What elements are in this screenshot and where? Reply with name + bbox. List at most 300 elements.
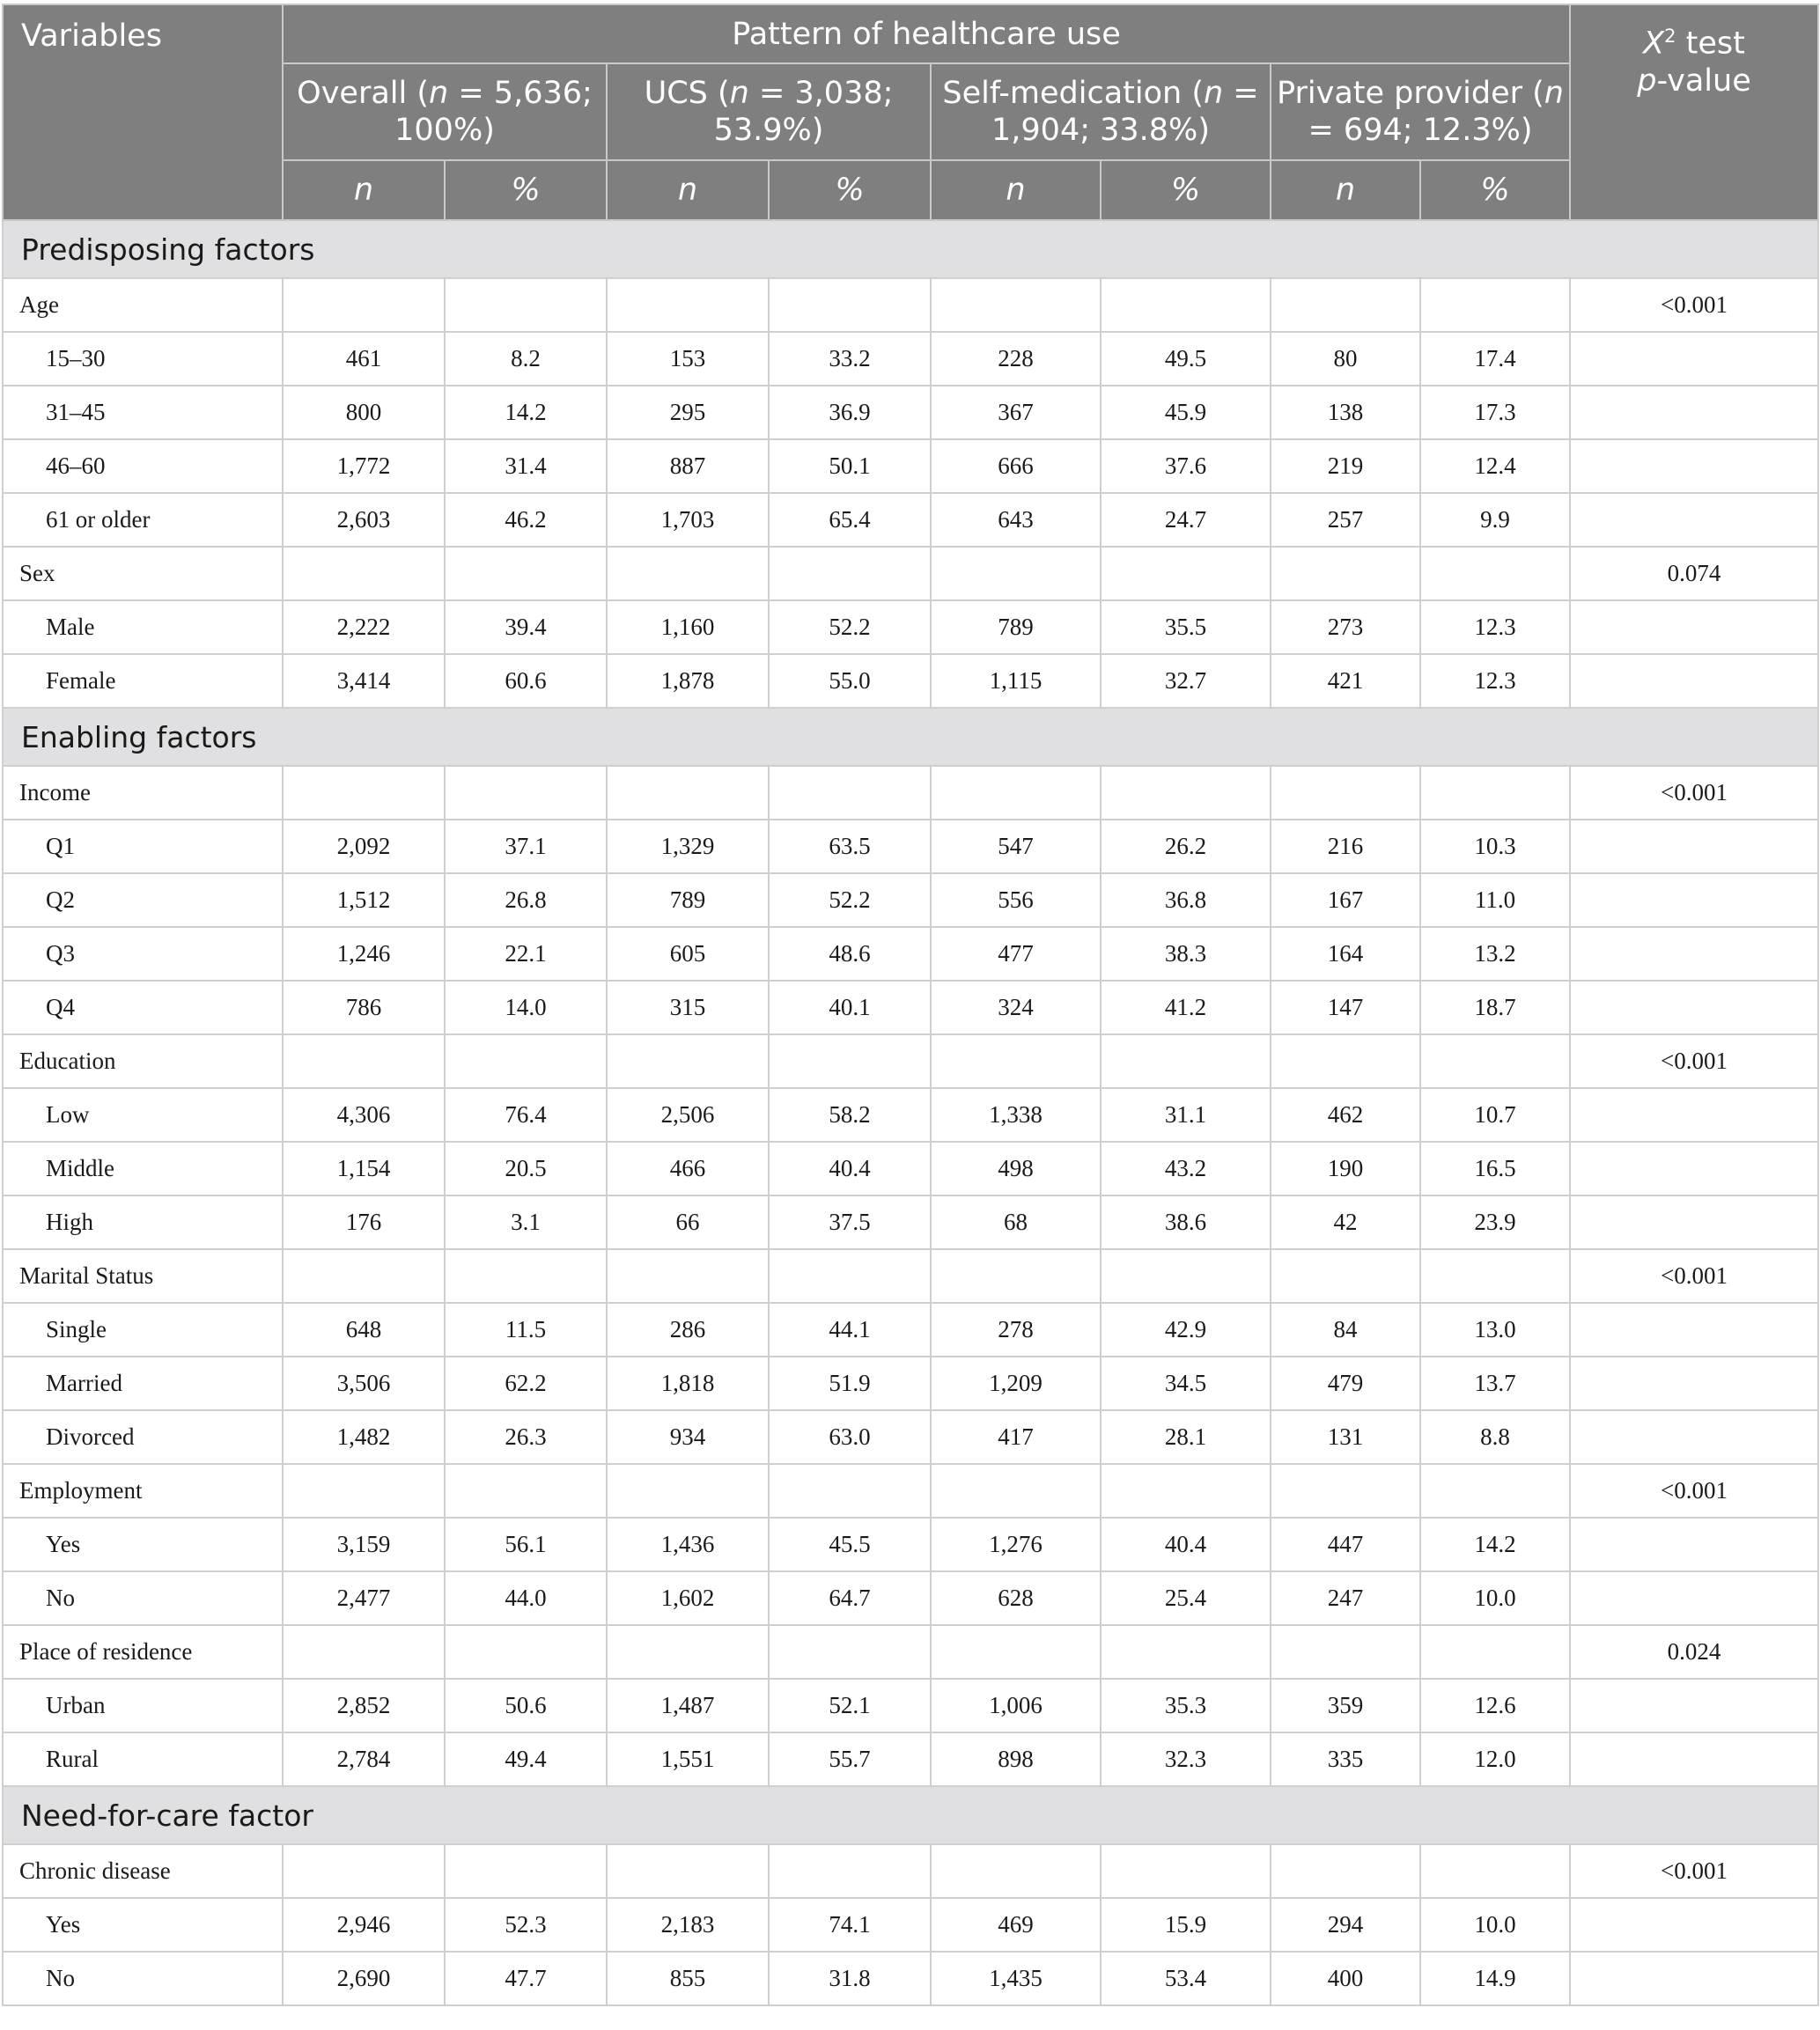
empty-cell (1570, 1518, 1818, 1571)
count-cell: 400 (1271, 1952, 1420, 2005)
count-cell: 359 (1271, 1679, 1420, 1732)
table-row (3, 1952, 1818, 2005)
count-cell: 800 (283, 386, 445, 439)
empty-cell (445, 1249, 607, 1303)
empty-cell (1570, 1088, 1818, 1142)
percent-cell: 46.2 (445, 493, 607, 547)
percent-cell: 31.4 (445, 439, 607, 493)
empty-cell (607, 1464, 769, 1518)
empty-cell (283, 1625, 445, 1679)
count-cell: 547 (931, 820, 1101, 873)
percent-cell: 50.6 (445, 1679, 607, 1732)
count-cell: 153 (607, 332, 769, 386)
count-cell: 1,482 (283, 1410, 445, 1464)
variable-row (3, 1464, 1818, 1518)
count-cell: 643 (931, 493, 1101, 547)
category-label: 61 or older (3, 493, 283, 547)
empty-cell (769, 278, 931, 332)
empty-cell (769, 547, 931, 600)
p-value-cell: <0.001 (1570, 278, 1818, 332)
empty-cell (1570, 600, 1818, 654)
table-row (3, 332, 1818, 386)
count-cell: 462 (1271, 1088, 1420, 1142)
table-row (3, 600, 1818, 654)
empty-cell (1570, 1952, 1818, 2005)
percent-cell: 14.2 (445, 386, 607, 439)
percent-cell: 36.8 (1101, 873, 1271, 927)
percent-cell: 62.2 (445, 1357, 607, 1410)
category-label: 46–60 (3, 439, 283, 493)
empty-cell (1101, 278, 1271, 332)
count-cell: 498 (931, 1142, 1101, 1195)
percent-cell: 55.7 (769, 1732, 931, 1786)
percent-cell: 36.9 (769, 386, 931, 439)
empty-cell (1570, 1303, 1818, 1357)
percent-cell: 18.7 (1420, 981, 1570, 1034)
count-cell: 648 (283, 1303, 445, 1357)
empty-cell (283, 1844, 445, 1898)
count-cell: 479 (1271, 1357, 1420, 1410)
percent-cell: 26.8 (445, 873, 607, 927)
category-label: Q2 (3, 873, 283, 927)
empty-cell (445, 1844, 607, 1898)
empty-cell (1570, 873, 1818, 927)
variable-row (3, 766, 1818, 820)
empty-cell (607, 1844, 769, 1898)
percent-cell: 17.4 (1420, 332, 1570, 386)
empty-cell (607, 278, 769, 332)
table-row (3, 1732, 1818, 1786)
count-cell: 216 (1271, 820, 1420, 873)
empty-cell (1101, 547, 1271, 600)
percent-cell: 32.7 (1101, 654, 1271, 708)
category-label: 31–45 (3, 386, 283, 439)
empty-cell (1420, 547, 1570, 600)
count-cell: 335 (1271, 1732, 1420, 1786)
count-cell: 131 (1271, 1410, 1420, 1464)
count-cell: 1,487 (607, 1679, 769, 1732)
p-value-cell: <0.001 (1570, 1034, 1818, 1088)
count-cell: 147 (1271, 981, 1420, 1034)
empty-cell (607, 1034, 769, 1088)
percent-cell: 45.5 (769, 1518, 931, 1571)
empty-cell (1101, 1464, 1271, 1518)
variable-label: Income (3, 766, 283, 820)
empty-cell (769, 1034, 931, 1088)
percent-cell: 25.4 (1101, 1571, 1271, 1625)
percent-cell: 34.5 (1101, 1357, 1271, 1410)
p-value-cell: <0.001 (1570, 1844, 1818, 1898)
section-row (3, 220, 1818, 278)
percent-cell: 10.3 (1420, 820, 1570, 873)
percent-cell: 60.6 (445, 654, 607, 708)
percent-cell: 43.2 (1101, 1142, 1271, 1195)
empty-cell (1570, 1679, 1818, 1732)
percent-cell: 56.1 (445, 1518, 607, 1571)
percent-cell: 15.9 (1101, 1898, 1271, 1952)
percent-cell: 51.9 (769, 1357, 931, 1410)
empty-cell (445, 547, 607, 600)
percent-cell: 8.2 (445, 332, 607, 386)
percent-cell: 33.2 (769, 332, 931, 386)
count-cell: 167 (1271, 873, 1420, 927)
percent-cell: 40.4 (769, 1142, 931, 1195)
empty-cell (1570, 1898, 1818, 1952)
category-label: No (3, 1952, 283, 2005)
percent-cell: 22.1 (445, 927, 607, 981)
count-cell: 176 (283, 1195, 445, 1249)
empty-cell (283, 547, 445, 600)
count-cell: 1,551 (607, 1732, 769, 1786)
count-cell: 228 (931, 332, 1101, 386)
category-label: Yes (3, 1518, 283, 1571)
count-cell: 2,477 (283, 1571, 445, 1625)
percent-cell: 32.3 (1101, 1732, 1271, 1786)
table-row (3, 1410, 1818, 1464)
percent-cell: 74.1 (769, 1898, 931, 1952)
count-cell: 477 (931, 927, 1101, 981)
table-body (3, 220, 1818, 2005)
percent-cell: 49.4 (445, 1732, 607, 1786)
empty-cell (1101, 1034, 1271, 1088)
variable-label: Age (3, 278, 283, 332)
category-label: Male (3, 600, 283, 654)
count-cell: 605 (607, 927, 769, 981)
count-cell: 324 (931, 981, 1101, 1034)
variable-label: Place of residence (3, 1625, 283, 1679)
category-label: Divorced (3, 1410, 283, 1464)
count-cell: 2,222 (283, 600, 445, 654)
empty-cell (931, 1034, 1101, 1088)
percent-cell: 14.2 (1420, 1518, 1570, 1571)
empty-cell (445, 1464, 607, 1518)
variable-label: Chronic disease (3, 1844, 283, 1898)
count-cell: 1,703 (607, 493, 769, 547)
percent-cell: 76.4 (445, 1088, 607, 1142)
percent-cell: 14.0 (445, 981, 607, 1034)
count-cell: 3,414 (283, 654, 445, 708)
category-label: Middle (3, 1142, 283, 1195)
empty-cell (1101, 1625, 1271, 1679)
section-row (3, 708, 1818, 766)
count-cell: 2,946 (283, 1898, 445, 1952)
empty-cell (1271, 1844, 1420, 1898)
count-cell: 421 (1271, 654, 1420, 708)
p-value-cell: 0.024 (1570, 1625, 1818, 1679)
percent-cell: 44.1 (769, 1303, 931, 1357)
percent-cell: 64.7 (769, 1571, 931, 1625)
variable-label: Marital Status (3, 1249, 283, 1303)
count-cell: 219 (1271, 439, 1420, 493)
group-header-private-provider: Private provider (n = 694; 12.3%) (1271, 63, 1570, 160)
pattern-header: Pattern of healthcare use (283, 4, 1570, 63)
empty-cell (445, 766, 607, 820)
percent-cell: 13.2 (1420, 927, 1570, 981)
table-row (3, 1679, 1818, 1732)
percent-cell: 12.4 (1420, 439, 1570, 493)
section-label: Need-for-care factor (3, 1786, 1818, 1844)
p-value-cell: 0.074 (1570, 547, 1818, 600)
percent-cell: 37.6 (1101, 439, 1271, 493)
healthcare-use-table (2, 4, 1819, 2006)
category-label: Low (3, 1088, 283, 1142)
percent-cell: 11.0 (1420, 873, 1570, 927)
count-cell: 190 (1271, 1142, 1420, 1195)
empty-cell (1420, 1625, 1570, 1679)
variable-row (3, 278, 1818, 332)
percent-cell: 14.9 (1420, 1952, 1570, 2005)
table-row (3, 439, 1818, 493)
count-cell: 84 (1271, 1303, 1420, 1357)
empty-cell (1570, 493, 1818, 547)
table-row (3, 1518, 1818, 1571)
percent-cell: 50.1 (769, 439, 931, 493)
percent-cell: 17.3 (1420, 386, 1570, 439)
empty-cell (1570, 439, 1818, 493)
percent-cell: 16.5 (1420, 1142, 1570, 1195)
group-header-self-medication: Self-medication (n = 1,904; 33.8%) (931, 63, 1271, 160)
percent-cell: 37.1 (445, 820, 607, 873)
category-label: Married (3, 1357, 283, 1410)
empty-cell (607, 1625, 769, 1679)
table-row (3, 1088, 1818, 1142)
empty-cell (1271, 766, 1420, 820)
percent-cell: 13.7 (1420, 1357, 1570, 1410)
empty-cell (1420, 278, 1570, 332)
empty-cell (283, 1034, 445, 1088)
empty-cell (769, 1844, 931, 1898)
variable-row (3, 1625, 1818, 1679)
percent-cell: 28.1 (1101, 1410, 1271, 1464)
empty-cell (1271, 1249, 1420, 1303)
n-header: n (283, 160, 445, 220)
percent-cell: 35.3 (1101, 1679, 1271, 1732)
empty-cell (283, 1464, 445, 1518)
variables-header: Variables (3, 4, 283, 220)
empty-cell (769, 1625, 931, 1679)
percent-cell: 47.7 (445, 1952, 607, 2005)
count-cell: 1,209 (931, 1357, 1101, 1410)
empty-cell (931, 766, 1101, 820)
empty-cell (931, 1464, 1101, 1518)
count-cell: 4,306 (283, 1088, 445, 1142)
percent-cell: 52.1 (769, 1679, 931, 1732)
count-cell: 466 (607, 1142, 769, 1195)
count-cell: 1,435 (931, 1952, 1101, 2005)
percent-cell: 20.5 (445, 1142, 607, 1195)
count-cell: 789 (607, 873, 769, 927)
table-row (3, 1142, 1818, 1195)
table-row (3, 1898, 1818, 1952)
empty-cell (931, 278, 1101, 332)
percent-cell: 10.7 (1420, 1088, 1570, 1142)
empty-cell (1271, 1625, 1420, 1679)
empty-cell (1570, 820, 1818, 873)
count-cell: 1,436 (607, 1518, 769, 1571)
percent-cell: 31.8 (769, 1952, 931, 2005)
percent-cell: 63.5 (769, 820, 931, 873)
n-header: n (931, 160, 1101, 220)
empty-cell (607, 766, 769, 820)
percent-cell: 12.6 (1420, 1679, 1570, 1732)
count-cell: 628 (931, 1571, 1101, 1625)
pct-header: % (445, 160, 607, 220)
count-cell: 1,154 (283, 1142, 445, 1195)
section-row (3, 1786, 1818, 1844)
variable-label: Education (3, 1034, 283, 1088)
category-label: 15–30 (3, 332, 283, 386)
empty-cell (607, 547, 769, 600)
table-row (3, 654, 1818, 708)
empty-cell (931, 1249, 1101, 1303)
n-header: n (1271, 160, 1420, 220)
variable-row (3, 1844, 1818, 1898)
empty-cell (1420, 1844, 1570, 1898)
count-cell: 666 (931, 439, 1101, 493)
count-cell: 1,160 (607, 600, 769, 654)
percent-cell: 40.4 (1101, 1518, 1271, 1571)
empty-cell (1101, 1844, 1271, 1898)
count-cell: 786 (283, 981, 445, 1034)
count-cell: 1,276 (931, 1518, 1101, 1571)
variable-label: Employment (3, 1464, 283, 1518)
empty-cell (1570, 1195, 1818, 1249)
count-cell: 273 (1271, 600, 1420, 654)
count-cell: 286 (607, 1303, 769, 1357)
table-row (3, 493, 1818, 547)
category-label: Q4 (3, 981, 283, 1034)
category-label: No (3, 1571, 283, 1625)
empty-cell (931, 1625, 1101, 1679)
count-cell: 138 (1271, 386, 1420, 439)
percent-cell: 12.3 (1420, 654, 1570, 708)
empty-cell (1570, 1410, 1818, 1464)
count-cell: 1,818 (607, 1357, 769, 1410)
percent-cell: 44.0 (445, 1571, 607, 1625)
count-cell: 42 (1271, 1195, 1420, 1249)
count-cell: 469 (931, 1898, 1101, 1952)
category-label: Q1 (3, 820, 283, 873)
percent-cell: 11.5 (445, 1303, 607, 1357)
count-cell: 855 (607, 1952, 769, 2005)
count-cell: 887 (607, 439, 769, 493)
table-row (3, 1357, 1818, 1410)
percent-cell: 39.4 (445, 600, 607, 654)
table-row (3, 927, 1818, 981)
percent-cell: 65.4 (769, 493, 931, 547)
category-label: Urban (3, 1679, 283, 1732)
pct-header: % (1420, 160, 1570, 220)
empty-cell (1570, 981, 1818, 1034)
count-cell: 367 (931, 386, 1101, 439)
count-cell: 1,602 (607, 1571, 769, 1625)
count-cell: 789 (931, 600, 1101, 654)
percent-cell: 41.2 (1101, 981, 1271, 1034)
percent-cell: 13.0 (1420, 1303, 1570, 1357)
percent-cell: 10.0 (1420, 1571, 1570, 1625)
count-cell: 2,852 (283, 1679, 445, 1732)
percent-cell: 31.1 (1101, 1088, 1271, 1142)
variable-row (3, 1034, 1818, 1088)
variable-row (3, 547, 1818, 600)
n-header: n (607, 160, 769, 220)
percent-cell: 45.9 (1101, 386, 1271, 439)
percent-cell: 38.6 (1101, 1195, 1271, 1249)
count-cell: 294 (1271, 1898, 1420, 1952)
count-cell: 1,338 (931, 1088, 1101, 1142)
empty-cell (445, 1625, 607, 1679)
count-cell: 278 (931, 1303, 1101, 1357)
count-cell: 68 (931, 1195, 1101, 1249)
pvalue-header: $X^2$ test p-value (1570, 4, 1818, 220)
count-cell: 1,246 (283, 927, 445, 981)
count-cell: 461 (283, 332, 445, 386)
percent-cell: 58.2 (769, 1088, 931, 1142)
empty-cell (1570, 1357, 1818, 1410)
table-container (2, 4, 1817, 2006)
table-row (3, 386, 1818, 439)
table-header (3, 4, 1818, 220)
count-cell: 1,006 (931, 1679, 1101, 1732)
percent-cell: 26.3 (445, 1410, 607, 1464)
group-header-ucs: UCS (n = 3,038; 53.9%) (607, 63, 931, 160)
empty-cell (283, 766, 445, 820)
empty-cell (769, 1249, 931, 1303)
percent-cell: 3.1 (445, 1195, 607, 1249)
percent-cell: 12.0 (1420, 1732, 1570, 1786)
empty-cell (1570, 332, 1818, 386)
percent-cell: 55.0 (769, 654, 931, 708)
empty-cell (283, 278, 445, 332)
percent-cell: 49.5 (1101, 332, 1271, 386)
empty-cell (445, 278, 607, 332)
percent-cell: 12.3 (1420, 600, 1570, 654)
empty-cell (1271, 278, 1420, 332)
table-row (3, 1195, 1818, 1249)
percent-cell: 38.3 (1101, 927, 1271, 981)
variable-label: Sex (3, 547, 283, 600)
category-label: High (3, 1195, 283, 1249)
group-header-overall: Overall (n = 5,636; 100%) (283, 63, 607, 160)
count-cell: 295 (607, 386, 769, 439)
count-cell: 417 (931, 1410, 1101, 1464)
empty-cell (1570, 1732, 1818, 1786)
table-row (3, 1303, 1818, 1357)
category-label: Single (3, 1303, 283, 1357)
count-cell: 556 (931, 873, 1101, 927)
count-cell: 898 (931, 1732, 1101, 1786)
percent-cell: 9.9 (1420, 493, 1570, 547)
percent-cell: 42.9 (1101, 1303, 1271, 1357)
table-row (3, 873, 1818, 927)
percent-cell: 40.1 (769, 981, 931, 1034)
p-value-cell: <0.001 (1570, 1464, 1818, 1518)
count-cell: 2,506 (607, 1088, 769, 1142)
percent-cell: 35.5 (1101, 600, 1271, 654)
count-cell: 447 (1271, 1518, 1420, 1571)
percent-cell: 52.3 (445, 1898, 607, 1952)
pct-header: % (769, 160, 931, 220)
empty-cell (1570, 927, 1818, 981)
empty-cell (1570, 1142, 1818, 1195)
empty-cell (283, 1249, 445, 1303)
percent-cell: 48.6 (769, 927, 931, 981)
category-label: Female (3, 654, 283, 708)
percent-cell: 52.2 (769, 600, 931, 654)
empty-cell (1101, 1249, 1271, 1303)
count-cell: 2,784 (283, 1732, 445, 1786)
empty-cell (931, 1844, 1101, 1898)
